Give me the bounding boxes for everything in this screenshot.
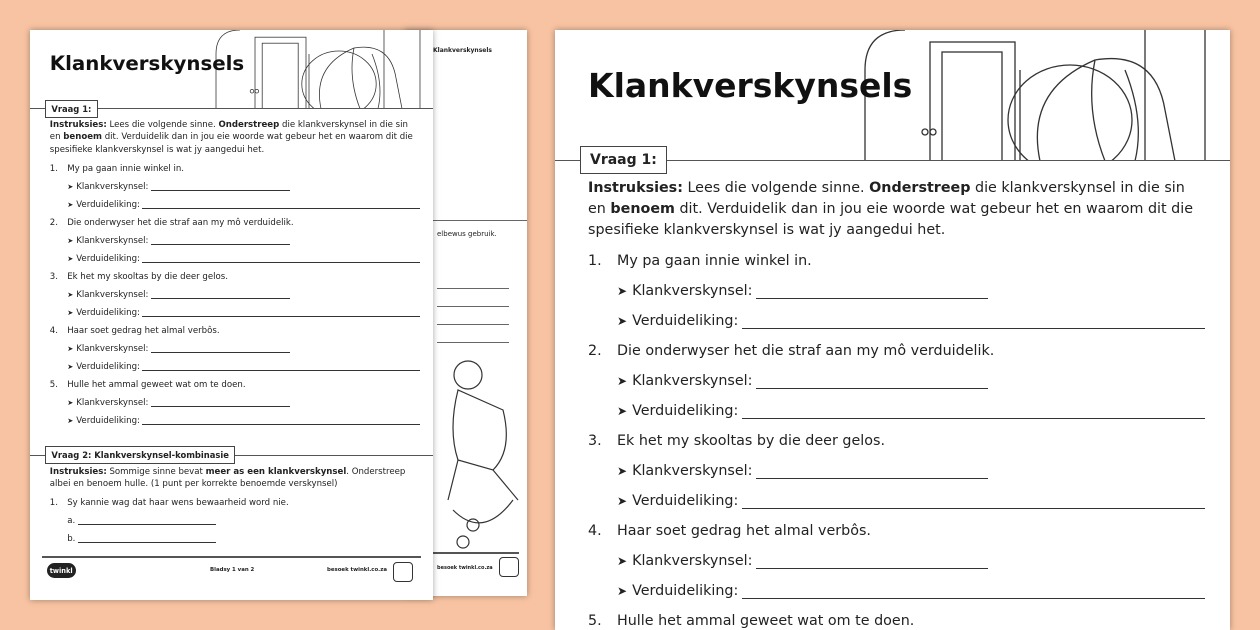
footer-divider — [42, 556, 421, 558]
footer-site: besoek twinkl.co.za — [437, 565, 493, 571]
instr-bold: Onderstreep — [869, 180, 971, 196]
arrow-bullet-icon: ➤ — [67, 416, 74, 426]
instr-text: dit. Verduidelik dan in jou eie woorde wat gebeur het en waarom dit die spesifieke klankverskynsel is wat jy aangedui het. — [588, 201, 1194, 238]
answer-line[interactable] — [742, 494, 1205, 509]
sound-phenomenon-answer[interactable] — [617, 372, 988, 390]
answer-line[interactable] — [78, 534, 216, 543]
answer-line[interactable] — [78, 516, 216, 525]
item-number: 2. — [49, 217, 58, 228]
item-text: Ek het my skooltas by die deer gelos. — [67, 271, 228, 282]
question-1-instructions — [588, 178, 1203, 241]
question-item — [50, 163, 184, 174]
explanation-answer[interactable] — [617, 582, 1205, 600]
item-text: Die onderwyser het die straf aan my mô verduidelik. — [617, 343, 995, 359]
explanation-answer[interactable] — [617, 312, 1205, 330]
item-number: 1. — [49, 497, 58, 508]
explanation-answer[interactable] — [617, 492, 1205, 510]
sub-label: Verduideliking: — [76, 253, 140, 264]
instr-text: Lees die volgende sinne. — [106, 119, 219, 130]
instr-bold: meer as een klankverskynsel — [205, 466, 347, 477]
sound-phenomenon-answer[interactable] — [67, 397, 290, 408]
instr-label: Instruksies: — [49, 119, 107, 130]
answer-line — [437, 288, 509, 289]
arrow-bullet-icon: ➤ — [67, 200, 74, 210]
explanation-answer[interactable] — [67, 199, 420, 210]
instr-text: Lees die volgende sinne. — [682, 180, 870, 196]
answer-line[interactable] — [151, 290, 290, 299]
sound-phenomenon-answer[interactable] — [67, 289, 290, 300]
arrow-bullet-icon: ➤ — [67, 290, 74, 300]
quality-badge-icon — [393, 562, 413, 582]
answer-line[interactable] — [142, 200, 420, 209]
explanation-answer[interactable] — [617, 402, 1205, 420]
sub-label: Verduideliking: — [632, 583, 739, 599]
answer-label: b. — [67, 533, 76, 544]
answer-line[interactable] — [151, 236, 290, 245]
answer-line[interactable] — [756, 554, 988, 569]
sub-label: Verduideliking: — [76, 361, 140, 372]
answer-line[interactable] — [151, 182, 290, 191]
answer-line[interactable] — [151, 344, 290, 353]
answer-line[interactable] — [142, 416, 420, 425]
arrow-bullet-icon: ➤ — [67, 362, 74, 372]
page-number: Bladsy 1 van 2 — [210, 567, 255, 573]
sub-label: Klankverskynsel: — [76, 289, 149, 300]
sub-label: Klankverskynsel: — [76, 181, 149, 192]
answer-line[interactable] — [742, 404, 1205, 419]
explanation-answer[interactable] — [67, 253, 420, 264]
arrow-bullet-icon: ➤ — [67, 308, 74, 318]
arrow-bullet-icon: ➤ — [67, 398, 74, 408]
arrow-bullet-icon: ➤ — [617, 464, 628, 478]
answer-line[interactable] — [756, 374, 988, 389]
item-text: My pa gaan innie winkel in. — [67, 163, 185, 174]
sound-phenomenon-answer[interactable] — [67, 181, 290, 192]
answer-line[interactable] — [151, 398, 290, 407]
question-item — [588, 522, 871, 540]
sub-label: Verduideliking: — [632, 313, 739, 329]
arrow-bullet-icon: ➤ — [617, 284, 628, 298]
answer-line — [437, 324, 509, 325]
worksheet-preview-small — [30, 30, 433, 600]
answer-line — [437, 342, 509, 343]
instr-text: dit. Verduidelik dan in jou eie woorde wat gebeur het en waarom dit die spesifieke klankverskynsel is wat jy aangedui het. — [49, 132, 413, 155]
question-2-heading: Vraag 2: Klankverskynsel-kombinasie — [45, 446, 235, 464]
sub-label: Klankverskynsel: — [632, 283, 753, 299]
sub-label: Verduideliking: — [632, 493, 739, 509]
question-item — [50, 271, 228, 282]
sub-label: Verduideliking: — [76, 415, 140, 426]
sub-label: Klankverskynsel: — [632, 373, 753, 389]
question-item — [50, 217, 294, 228]
item-text: Ek het my skooltas by die deer gelos. — [617, 433, 885, 449]
arrow-bullet-icon: ➤ — [617, 404, 628, 418]
skateboarder-illustration — [433, 350, 523, 550]
item-text: Haar soet gedrag het almal verbôs. — [67, 325, 220, 336]
question-2-instructions — [50, 466, 419, 491]
instr-bold: benoem — [63, 132, 102, 143]
item-text: Haar soet gedrag het almal verbôs. — [617, 523, 871, 539]
sound-phenomenon-answer[interactable] — [617, 282, 988, 300]
answer-line[interactable] — [142, 254, 420, 263]
item-number: 1. — [49, 163, 58, 174]
arrow-bullet-icon: ➤ — [617, 584, 628, 598]
sub-label: Klankverskynsel: — [632, 553, 753, 569]
item-text: Sy kannie wag dat haar wens bewaarheid word nie. — [67, 497, 289, 508]
item-number: 1. — [588, 253, 602, 269]
sound-phenomenon-answer[interactable] — [67, 343, 290, 354]
arrow-bullet-icon: ➤ — [67, 344, 74, 354]
worksheet-title: Klankverskynsels — [49, 51, 245, 75]
item-number: 4. — [588, 523, 602, 539]
instr-text: die klankverskynsel in die sin en — [588, 180, 1185, 217]
explanation-answer[interactable] — [67, 307, 420, 318]
item-text: Hulle het ammal geweet wat om te doen. — [617, 613, 915, 629]
answer-line[interactable] — [142, 308, 420, 317]
answer-line[interactable] — [142, 362, 420, 371]
question-item — [50, 379, 246, 390]
item-number: 5. — [588, 613, 602, 629]
instr-text: die klankverskynsel in die sin en — [49, 119, 408, 143]
item-text: My pa gaan innie winkel in. — [617, 253, 812, 269]
instr-label: Instruksies: — [588, 180, 683, 196]
answer-label: a. — [67, 515, 76, 526]
arrow-bullet-icon: ➤ — [617, 374, 628, 388]
sub-label: Klankverskynsel: — [76, 235, 149, 246]
instr-bold: benoem — [610, 201, 675, 217]
answer-b[interactable] — [67, 533, 216, 544]
item-number: 4. — [49, 325, 58, 336]
item-text: Die onderwyser het die straf aan my mô verduidelik. — [67, 217, 294, 228]
question-2-item — [50, 497, 289, 508]
answer-line[interactable] — [756, 464, 988, 479]
item-number: 3. — [588, 433, 602, 449]
sub-label: Verduideliking: — [76, 307, 140, 318]
back-page-text: elbewus gebruik. — [437, 230, 497, 238]
arrow-bullet-icon: ➤ — [67, 182, 74, 192]
sound-phenomenon-answer[interactable] — [67, 235, 290, 246]
quality-badge-icon — [499, 557, 519, 577]
explanation-answer[interactable] — [67, 415, 420, 426]
instr-text: . Onderstreep albei en benoem hulle. (1 punt per korrekte benoemde verskynsel) — [49, 466, 406, 490]
question-1-heading: Vraag 1: — [580, 146, 667, 174]
question-item — [588, 342, 994, 360]
question-1-instructions — [50, 119, 419, 157]
arrow-bullet-icon: ➤ — [617, 314, 628, 328]
sub-label: Verduideliking: — [76, 199, 140, 210]
question-1-heading: Vraag 1: — [45, 100, 98, 118]
arrow-bullet-icon: ➤ — [617, 554, 628, 568]
sub-label: Klankverskynsel: — [76, 397, 149, 408]
back-page-header: Klankverskynsels — [433, 47, 492, 54]
item-number: 5. — [49, 379, 58, 390]
twinkl-logo: twinkl — [47, 563, 76, 579]
sub-label: Klankverskynsel: — [76, 343, 149, 354]
instr-label: Instruksies: — [49, 466, 107, 477]
question-item — [50, 325, 220, 336]
answer-a[interactable] — [67, 515, 215, 526]
arrow-bullet-icon: ➤ — [617, 494, 628, 508]
footer-site[interactable]: besoek twinkl.co.za — [327, 567, 387, 573]
explanation-answer[interactable] — [67, 361, 420, 372]
question-item — [588, 432, 885, 450]
answer-line[interactable] — [756, 284, 988, 299]
worksheet-title: Klankverskynsels — [588, 66, 913, 105]
question-item — [588, 612, 914, 630]
sound-phenomenon-answer[interactable] — [617, 462, 988, 480]
sound-phenomenon-answer[interactable] — [617, 552, 988, 570]
answer-line[interactable] — [742, 584, 1205, 599]
arrow-bullet-icon: ➤ — [67, 254, 74, 264]
item-number: 2. — [588, 343, 602, 359]
instr-bold: Onderstreep — [218, 119, 280, 130]
instr-text: Sommige sinne bevat — [106, 466, 206, 477]
item-text: Hulle het ammal geweet wat om te doen. — [67, 379, 246, 390]
arrow-bullet-icon: ➤ — [67, 236, 74, 246]
sub-label: Klankverskynsel: — [632, 463, 753, 479]
item-number: 3. — [49, 271, 58, 282]
worksheet-preview-large — [555, 30, 1230, 630]
answer-line — [437, 306, 509, 307]
sub-label: Verduideliking: — [632, 403, 739, 419]
question-item — [588, 252, 812, 270]
answer-line[interactable] — [742, 314, 1205, 329]
